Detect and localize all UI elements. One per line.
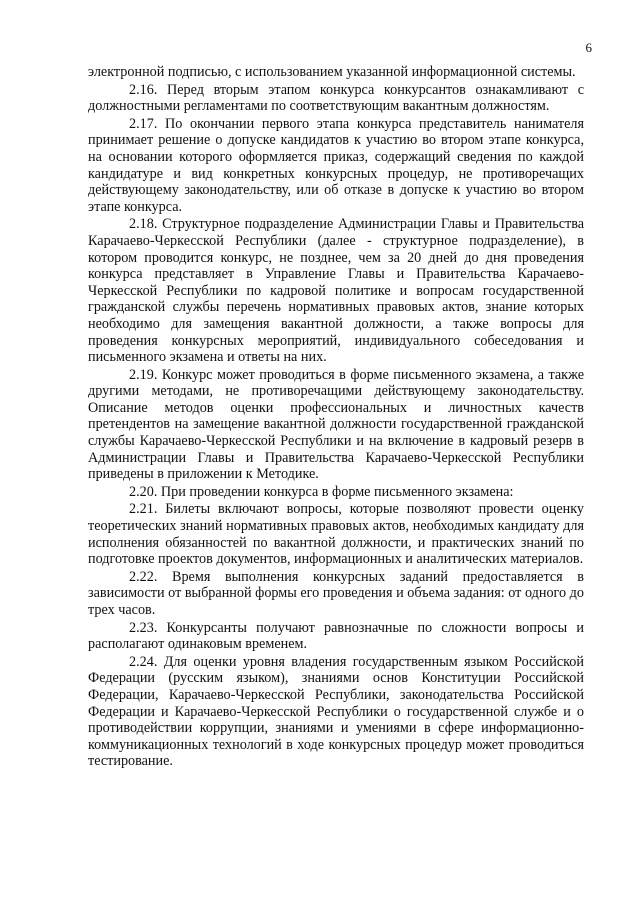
- paragraph-2-20: 2.20. При проведении конкурса в форме письменного экзамена:: [129, 483, 514, 500]
- paragraph-2-22: 2.22. Время выполнения конкурсных заданий предоставляется в зависимости от выбранной формы его проведения и объема задания: от одного до трех часов.: [88, 568, 584, 618]
- paragraph-2-17: 2.17. По окончании первого этапа конкурса представитель нанимателя принимает решение о допуске кандидатов к участию во втором этапе конкурса, на основании которого оформляется приказ, содержащий сведения по каждой кандидатуре и вид конкретных конкурсных процедур, не противоречащих действующему законодательству, или об отказе в допуске к участию во втором этапе конкурса.: [88, 115, 584, 215]
- paragraph-2-18: 2.18. Структурное подразделение Администрации Главы и Правительства Карачаево-Черкесской Республики (далее - структурное подразделение), в котором проводится конкурс, не позднее, чем за 20 дней до дня проведения конкурса представляет в Управление Главы и Правительства Карачаево-Черкесской Республики по кадровой политике и вопросам государственной гражданской службы перечень нормативных правовых актов, знание которых необходимо для замещения вакантной должности, а также вопросы для проведения конкурсных мероприятий, индивидуального собеседования и письменного экзамена и ответы на них.: [88, 216, 584, 366]
- paragraph-2-16: 2.16. Перед вторым этапом конкурса конкурсантов ознакамливают с должностными регламентами по соответствующим вакантным должностям.: [88, 81, 584, 115]
- paragraph-2-24: 2.24. Для оценки уровня владения государственным языком Российской Федерации (русским языком), знаниями основ Конституции Российской Федерации, Карачаево-Черкесской Республики, законодательства Российской Федерации и Карачаево-Черкесской Республики о государственной службе и о противодействии коррупции, знаниями и умениями в сфере информационно-коммуникационных технологий в ходе конкурсных процедур может проводиться тестирование.: [88, 653, 584, 770]
- document-body: [88, 64, 584, 771]
- paragraph-2-21: 2.21. Билеты включают вопросы, которые позволяют провести оценку теоретических знаний нормативных правовых актов, необходимых кандидату для исполнения обязанностей по вакантной должности, и практических знаний по подготовке проектов документов, информационных и аналитических материалов.: [88, 501, 584, 568]
- paragraph-continuation: электронной подписью, с использованием указанной информационной системы.: [88, 64, 576, 80]
- page-number: 6: [585, 40, 592, 55]
- paragraph-2-19: 2.19. Конкурс может проводиться в форме письменного экзамена, а также другими методами, не противоречащими действующему законодательству. Описание методов оценки профессиональных и личностных качеств претендентов на замещение вакантной должности государственной гражданской службы Карачаево-Черкесской Республики и на включение в кадровый резерв в Администрации Главы и Правительства Карачаево-Черкесской Республики приведены в приложении к Методике.: [88, 366, 584, 483]
- paragraph-2-23: 2.23. Конкурсанты получают равнозначные по сложности вопросы и располагают одинаковым временем.: [88, 619, 584, 653]
